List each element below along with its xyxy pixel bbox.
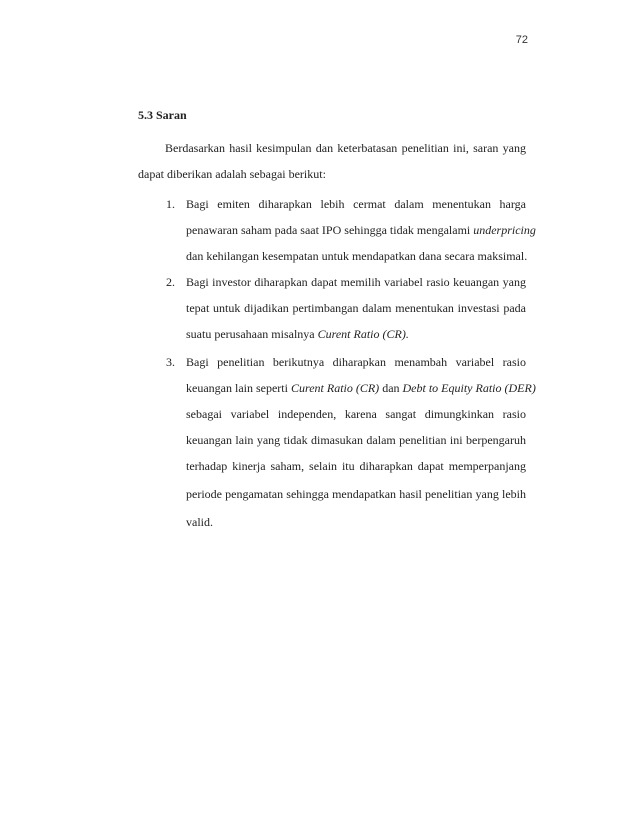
italic-term: Curent Ratio (CR).: [317, 327, 409, 341]
list-item-3-line-3: sebagai variabel independen, karena sangat dimungkinkan rasio: [186, 407, 526, 421]
text-run: keuangan lain seperti: [186, 381, 291, 395]
list-item-marker-3: 3.: [166, 355, 175, 369]
list-item-1-line-3: dan kehilangan kesempatan untuk mendapatkan dana secara maksimal.: [186, 249, 528, 263]
page-number: 72: [515, 34, 528, 46]
intro-line-2: dapat diberikan adalah sebagai berikut:: [138, 167, 326, 181]
text-run: dan: [379, 381, 403, 395]
italic-term: underpricing: [473, 223, 536, 237]
italic-term: Debt to Equity Ratio (DER): [402, 381, 536, 395]
list-item-2-line-3: [186, 326, 409, 342]
list-item-2-line-2: tepat untuk dijadikan pertimbangan dalam menentukan investasi pada: [186, 301, 526, 315]
list-item-3-line-7: valid.: [186, 515, 213, 529]
list-item-marker-2: 2.: [166, 275, 175, 289]
list-item-3-line-6: periode pengamatan sehingga mendapatkan hasil penelitian yang lebih: [186, 487, 526, 501]
list-item-3-line-4: keuangan lain yang tidak dimasukan dalam penelitian ini berpengaruh: [186, 433, 526, 447]
list-item-2-line-1: Bagi investor diharapkan dapat memilih variabel rasio keuangan yang: [186, 275, 526, 289]
section-heading: 5.3 Saran: [138, 108, 187, 122]
list-item-3-line-1: Bagi penelitian berikutnya diharapkan menambah variabel rasio: [186, 355, 526, 369]
text-run: penawaran saham pada saat IPO sehingga tidak mengalami: [186, 223, 474, 237]
italic-term: Curent Ratio (CR): [290, 381, 380, 395]
list-item-1-line-2: [186, 222, 536, 238]
list-item-1-line-1: Bagi emiten diharapkan lebih cermat dalam menentukan harga: [186, 197, 526, 211]
list-item-3-line-2: [186, 380, 536, 396]
list-item-marker-1: 1.: [166, 197, 175, 211]
intro-line-1: Berdasarkan hasil kesimpulan dan keterbatasan penelitian ini, saran yang: [165, 141, 526, 155]
list-item-3-line-5: terhadap kinerja saham, selain itu diharapkan dapat memperpanjang: [186, 459, 526, 473]
text-run: suatu perusahaan misalnya: [186, 327, 318, 341]
